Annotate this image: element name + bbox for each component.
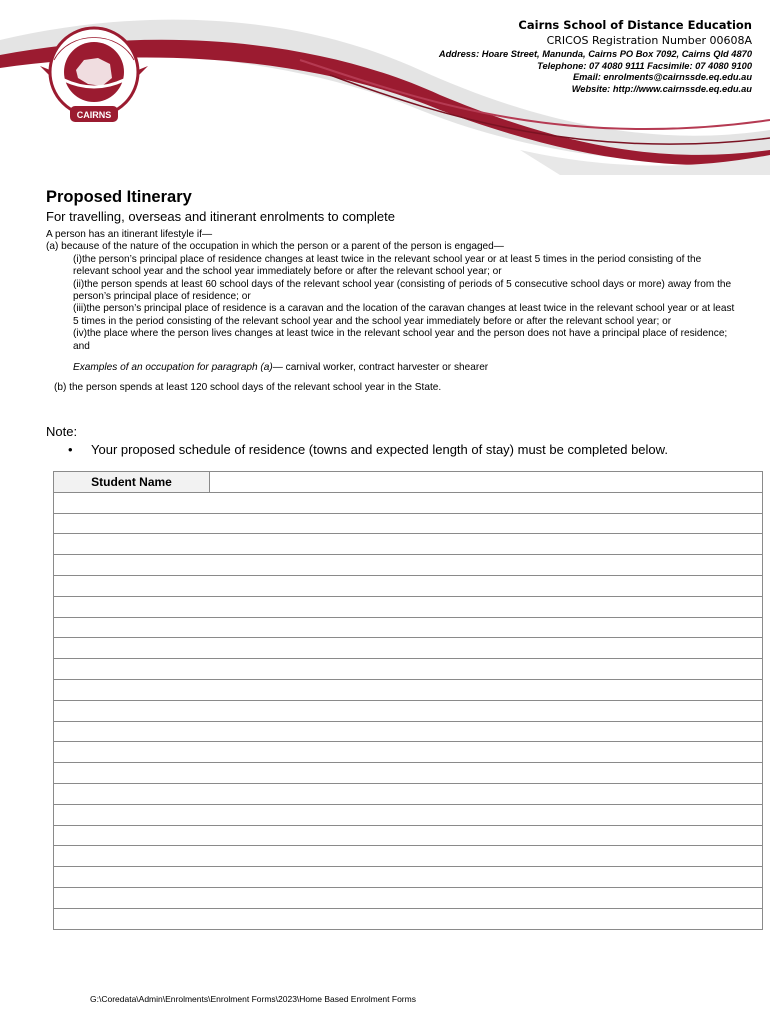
schedule-row [54,555,763,576]
schedule-entry-field[interactable] [54,825,763,846]
schedule-row [54,804,763,825]
school-contact-block [439,17,752,95]
schedule-row [54,742,763,763]
note-text: Your proposed schedule of residence (towns and expected length of stay) must be completed below. [91,442,668,457]
school-logo [40,20,148,130]
bullet-icon: • [68,442,73,457]
schedule-row [54,659,763,680]
schedule-entry-field[interactable] [54,492,763,513]
paragraph-a: (a) because of the nature of the occupation in which the person or a parent of the person is engaged— [46,241,504,253]
residence-schedule-table [53,471,763,930]
schedule-row [54,679,763,700]
item-iii: (iii)the person’s principal place of residence is a caravan and the location of the caravan changes at least twice in the relevant school year or at least 5 times in the period consisting of the relevant school year and the school year immediately before or after the relevant school year; or [73,303,735,327]
letterhead [0,0,770,175]
paragraph-b: (b) the person spends at least 120 school days of the relevant school year in the State. [54,382,442,394]
schedule-entry-field[interactable] [54,638,763,659]
schedule-row [54,596,763,617]
schedule-entry-field[interactable] [54,804,763,825]
page-title: Proposed Itinerary [46,188,192,206]
schedule-entry-field[interactable] [54,846,763,867]
schedule-row [54,700,763,721]
example-label: Examples of an occupation for paragraph (a) [73,362,273,374]
note-item [68,442,758,457]
occupation-examples [46,362,736,374]
school-name: Cairns School of Distance Education [518,18,752,32]
schedule-entry-field[interactable] [54,783,763,804]
item-iv: (iv)the place where the person lives changes at least twice in the relevant school year and the person does not have a principal place of residence; and [73,328,728,352]
schedule-row [54,908,763,929]
school-email[interactable]: Email: enrolments@cairnssde.eq.edu.au [572,72,752,82]
schedule-entry-field[interactable] [54,534,763,555]
schedule-row [54,638,763,659]
schedule-entry-field[interactable] [54,575,763,596]
school-address: Address: Hoare Street, Manunda, Cairns PO Box 7092, Cairns Qld 4870 [438,49,752,59]
schedule-row [54,617,763,638]
schedule-row [54,887,763,908]
footer-path: G:\Coredata\Admin\Enrolments\Enrolment Forms\2023\Home Based Enrolment Forms [90,994,416,1004]
page-subtitle: For travelling, overseas and itinerant enrolments to complete [46,209,396,224]
schedule-entry-field[interactable] [54,555,763,576]
schedule-row [54,575,763,596]
school-website[interactable]: Website: http://www.cairnssde.eq.edu.au [571,83,752,94]
note-label: Note: [46,424,78,439]
schedule-row [54,721,763,742]
school-phone: Telephone: 07 4080 9111 Facsimile: 07 4080 9100 [537,60,752,71]
schedule-row [54,763,763,784]
schedule-entry-field[interactable] [54,887,763,908]
student-name-field[interactable] [210,472,763,493]
schedule-entry-field[interactable] [54,679,763,700]
schedule-row [54,825,763,846]
student-name-label: Student Name [54,472,210,493]
item-i: (i)the person’s principal place of residence changes at least twice in the relevant school year or at least 5 times in the period consisting of the relevant school year and the school year immediately before or after the relevant school year; or [73,253,702,278]
schedule-entry-field[interactable] [54,596,763,617]
schedule-row [54,846,763,867]
itinerant-definition [46,229,736,395]
schedule-row [54,783,763,804]
schedule-row [54,513,763,534]
example-rest: — carnival worker, contract harvester or shearer [272,362,489,374]
schedule-row [54,867,763,888]
cricos-number: CRICOS Registration Number 00608A [546,34,752,47]
schedule-entry-field[interactable] [54,867,763,888]
schedule-entry-field[interactable] [54,700,763,721]
schedule-row [54,534,763,555]
intro-text: A person has an itinerant lifestyle if— [46,229,213,240]
student-name-row [54,472,763,493]
schedule-entry-field[interactable] [54,721,763,742]
schedule-entry-field[interactable] [54,908,763,929]
schedule-entry-field[interactable] [54,763,763,784]
schedule-entry-field[interactable] [54,617,763,638]
item-ii: (ii)the person spends at least 60 school days of the relevant school year (consisting of periods of 5 consecutive school days or more) away from the person’s principal place of residence; or [73,278,732,303]
logo-text-bottom: CAIRNS [76,110,112,120]
schedule-entry-field[interactable] [54,742,763,763]
schedule-entry-field[interactable] [54,513,763,534]
schedule-entry-field[interactable] [54,659,763,680]
schedule-row [54,492,763,513]
